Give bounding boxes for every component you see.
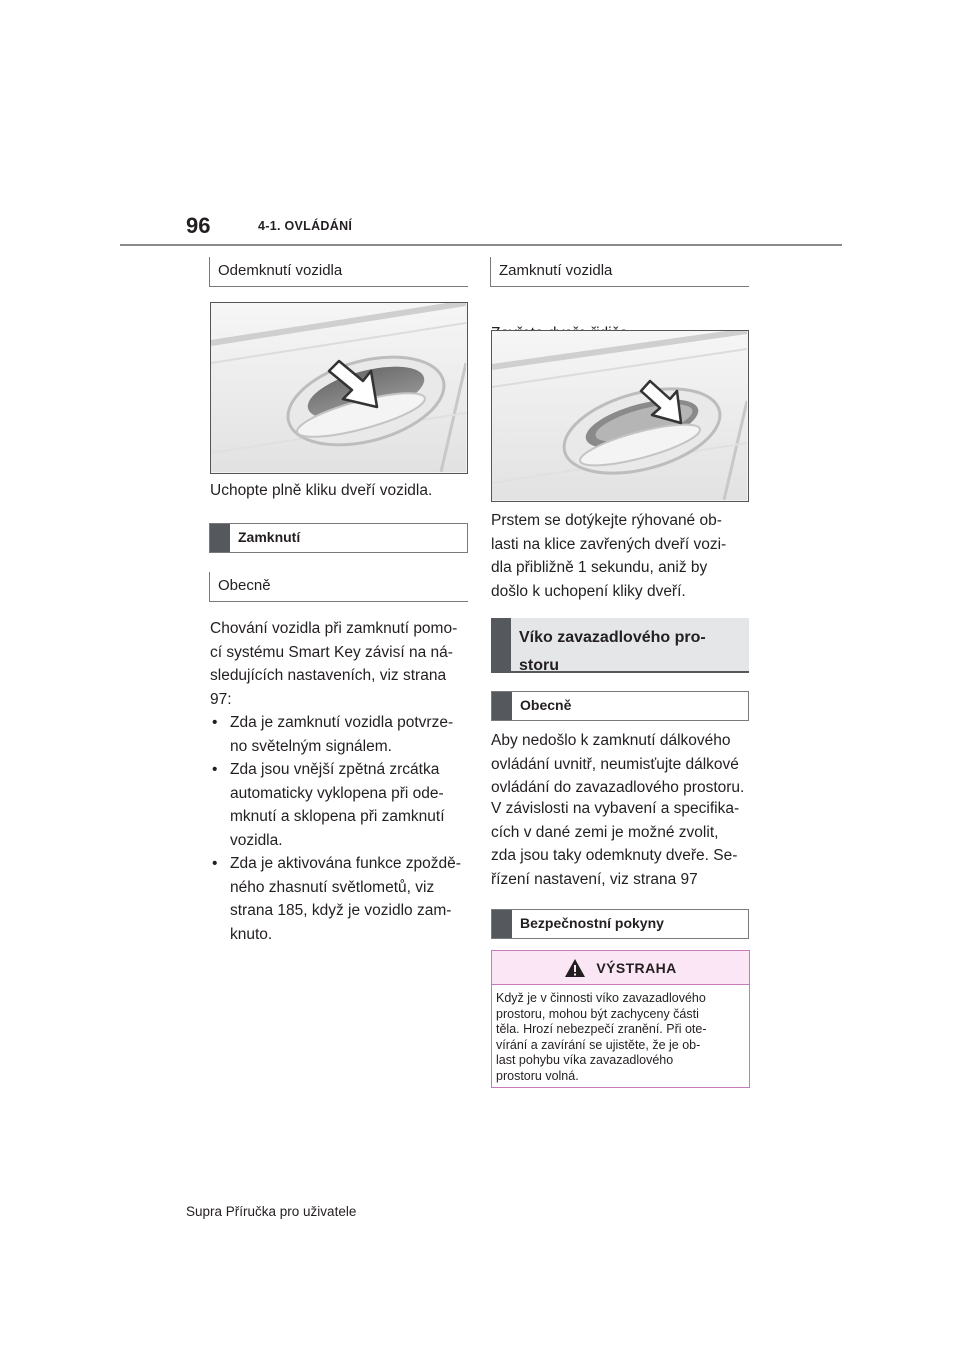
footer-text: Supra Příručka pro uživatele (186, 1204, 357, 1219)
bullet-item (210, 852, 472, 946)
bullet-item (210, 711, 472, 758)
text-line: sledujících nastaveních, viz strana (210, 667, 447, 684)
text-line: cí systému Smart Key závisí na ná- (210, 643, 453, 661)
text-line: storu (519, 657, 559, 674)
door-handle-unlock-figure (210, 302, 468, 474)
text-line: zda jsou taky odemknuty dveře. Se- (491, 847, 738, 864)
lock-vehicle-heading: Zamknutí vozidla (490, 257, 749, 287)
text-line: řízení nastavení, viz strana 97 (491, 870, 698, 888)
text-line: Víko zavazadlového pro- (519, 629, 706, 646)
touch-instruction-paragraph (491, 509, 753, 603)
warning-box (491, 950, 750, 1088)
heading-bar (492, 910, 512, 938)
text-line: lasti na klice zavřených dveří vozi- (491, 535, 727, 553)
lock-heading (209, 523, 468, 553)
general-heading-right (491, 691, 749, 721)
heading-bar (492, 692, 512, 720)
lock-heading-label: Zamknutí (238, 529, 301, 545)
text-line: prostoru volná. (496, 1068, 579, 1083)
text-line: automaticky vyklopena při ode- (230, 784, 444, 802)
text-line: knuto. (230, 925, 273, 943)
heading-bar (491, 618, 511, 671)
text-line: prostoru, mohou být zachyceny části (496, 1006, 699, 1021)
text-line: Prstem se dotýkejte rýhované ob- (491, 512, 722, 529)
text-line: mknutí a sklopena při zamknutí (230, 808, 445, 825)
equipment-paragraph (491, 797, 756, 891)
text-line: • Zda je aktivována funkce zpoždě- (230, 855, 461, 872)
chapter-title: 4-1. OVLÁDÁNÍ (258, 219, 353, 233)
text-line: last pohybu víka zavazadlového (496, 1053, 674, 1067)
text-line: 97: (210, 690, 232, 708)
trunk-lid-heading (491, 618, 749, 673)
door-handle-touch-illustration (492, 331, 747, 500)
trunk-lid-heading-label (511, 618, 714, 674)
warning-title: VÝSTRAHA (596, 959, 677, 976)
remote-paragraph (491, 729, 756, 800)
text-line: dla přibližně 1 sekundu, aniž by (491, 559, 708, 576)
text-line: ovládání do zavazadlového prostoru. (491, 779, 745, 796)
text-line: • Zda je zamknutí vozidla potvrze- (230, 714, 454, 731)
text-line: V závislosti na vybavení a specifika- (491, 800, 740, 817)
header-divider (120, 244, 842, 246)
warning-triangle-icon (564, 958, 586, 978)
text-line: ného zhasnutí světlometů, viz (230, 878, 435, 896)
text-line: strana 185, když je vozidlo zam- (230, 902, 452, 919)
safety-heading (491, 909, 749, 939)
door-handle-grip-illustration (211, 303, 466, 472)
page-number: 96 (186, 213, 211, 238)
text-line: Aby nedošlo k zamknutí dálkového (491, 732, 731, 749)
warning-body (492, 985, 749, 1090)
bullet-item (210, 758, 472, 852)
door-handle-lock-figure (491, 330, 749, 502)
text-line: vírání a zavírání se ujistěte, že je ob- (496, 1037, 701, 1052)
text-line: došlo k uchopení kliky dveří. (491, 582, 686, 600)
general-heading-right-label: Obecně (520, 697, 572, 713)
unlock-caption: Uchopte plně kliku dveří vozidla. (210, 482, 433, 499)
text-line: vozidla. (230, 831, 283, 849)
text-line: • Zda jsou vnější zpětná zrcátka (230, 761, 440, 778)
text-line: těla. Hrozí nebezpečí zranění. Při ote- (496, 1022, 707, 1036)
text-line: cích v dané zemi je možné zvolit, (491, 823, 719, 841)
safety-heading-label: Bezpečnostní pokyny (520, 915, 664, 931)
unlock-heading: Odemknutí vozidla (209, 257, 468, 287)
heading-bar (210, 524, 230, 552)
text-line: ovládání uvnitř, neumisťujte dálkové (491, 755, 739, 773)
lock-intro-paragraph (210, 617, 472, 946)
text-line: no světelným signálem. (230, 737, 392, 755)
general-heading-left: Obecně (209, 572, 468, 602)
text-line: Chování vozidla při zamknutí pomo- (210, 620, 458, 637)
warning-header (492, 951, 749, 985)
text-line: Když je v činnosti víko zavazadlového (496, 991, 706, 1005)
